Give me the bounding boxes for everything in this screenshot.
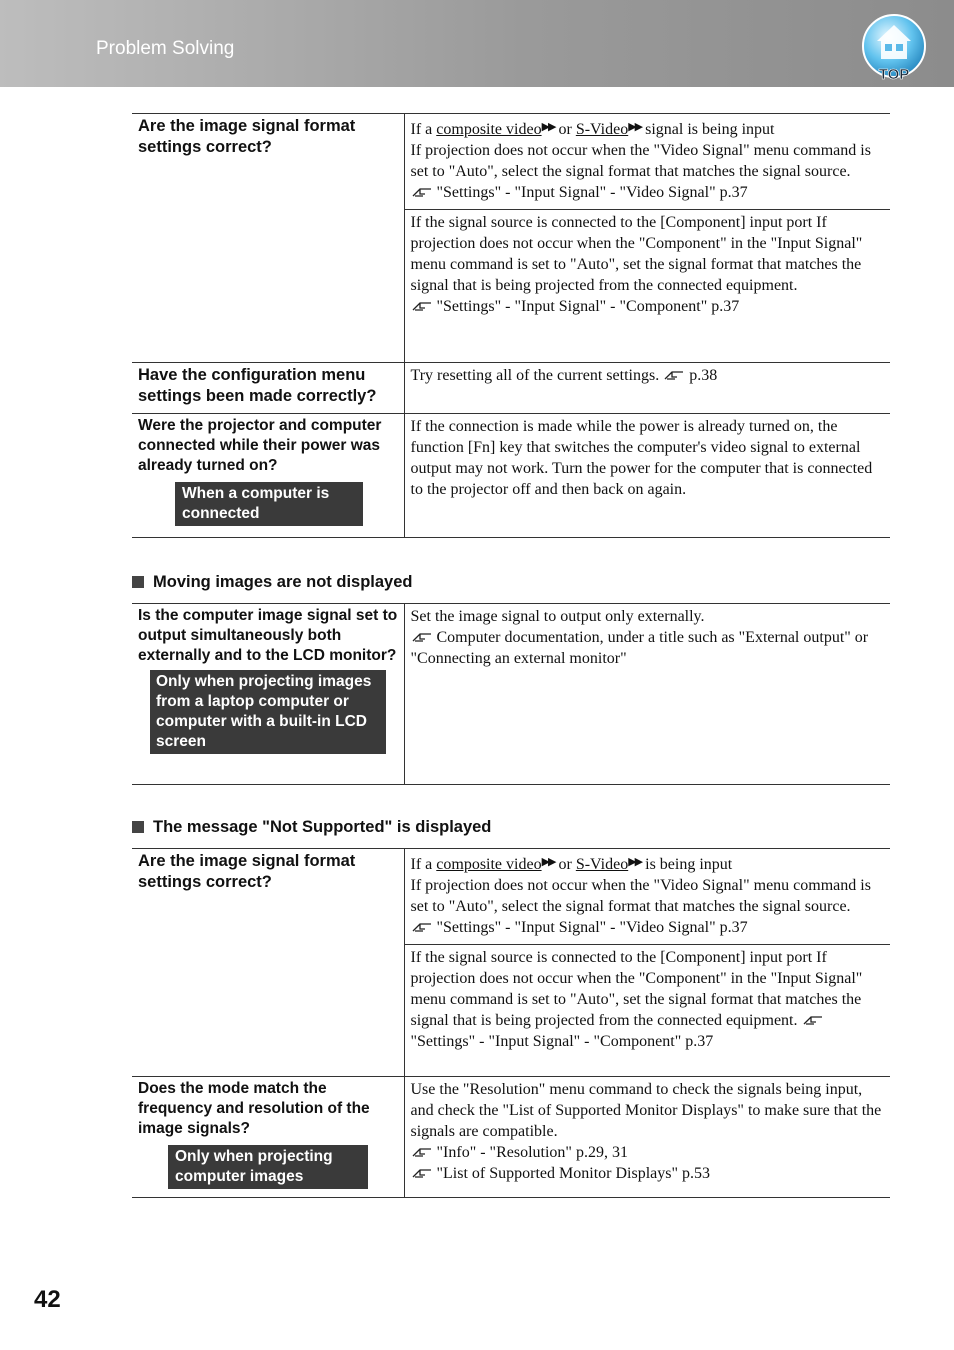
answer-block	[405, 944, 891, 1052]
question-text: Is the computer image signal set to output simultaneously both externally and to the LCD monitor?	[138, 607, 398, 664]
pointing-hand-icon	[411, 1166, 433, 1180]
top-button[interactable]	[861, 13, 927, 83]
glossary-link-s-video[interactable]: S-Video	[575, 856, 629, 873]
answer-text: If projection does not occur when the "Video Signal" menu command is set to "Auto", select the signal format that matches the signal source.	[410, 142, 871, 180]
pointing-hand-icon	[411, 185, 433, 199]
answer-text: is being input	[645, 856, 733, 873]
reference-text: "Settings" - "Input Signal" - "Component" p.37	[410, 1033, 714, 1050]
table-row	[132, 114, 890, 363]
reference-text: p.38	[689, 367, 718, 384]
answer-cell	[404, 114, 890, 363]
answer-text: or	[558, 856, 572, 873]
answer-block	[411, 851, 885, 938]
question-cell	[132, 1077, 404, 1198]
question-text: Are the image signal format settings correct?	[138, 117, 356, 156]
question-cell	[132, 114, 404, 363]
reference-text: "Settings" - "Input Signal" - "Video Signal" p.37	[436, 184, 748, 201]
reference-text: Computer documentation, under a title such as "External output" or "Connecting an external monitor"	[410, 629, 869, 667]
answer-block	[405, 209, 891, 317]
answer-text: If the signal source is connected to the [Component] input port If projection does not occur when the "Component" in the "Input Signal" menu command is set to "Auto", set the signal format that matches the signal that is being projected from the connected equipment.	[410, 214, 863, 294]
answer-text: or	[558, 121, 572, 138]
question-cell	[132, 849, 404, 1077]
reference-text: "Settings" - "Input Signal" - "Component" p.37	[436, 298, 740, 315]
pointing-hand-icon	[411, 299, 433, 313]
troubleshooting-table-3	[132, 848, 890, 1198]
troubleshooting-table-2	[132, 603, 890, 785]
table-row	[132, 604, 890, 785]
answer-cell	[404, 1077, 890, 1198]
answer-cell	[404, 604, 890, 785]
table-row	[132, 414, 890, 538]
table-row	[132, 849, 890, 1077]
answer-text: If a	[410, 856, 433, 873]
question-text: Were the projector and computer connected while their power was already turned on?	[138, 417, 382, 474]
top-label: TOP	[878, 66, 910, 83]
reference-text: "Settings" - "Input Signal" - "Video Signal" p.37	[436, 919, 748, 936]
answer-text: signal is being input	[645, 121, 775, 138]
answer-cell	[404, 363, 890, 414]
condition-badge: When a computer is connected	[175, 482, 363, 526]
page-number: 42	[34, 1286, 61, 1313]
question-cell	[132, 363, 404, 414]
double-arrow-icon: ▶▶	[541, 120, 555, 133]
answer-text: If a	[410, 121, 433, 138]
answer-cell	[404, 849, 890, 1077]
answer-cell	[404, 414, 890, 538]
heading-text: Moving images are not displayed	[153, 573, 413, 591]
condition-badge: Only when projecting images from a laptop computer or computer with a built-in LCD screen	[150, 670, 386, 754]
heading-text: The message "Not Supported" is displayed	[153, 818, 492, 836]
pointing-hand-icon	[411, 630, 433, 644]
answer-text: Set the image signal to output only externally.	[410, 608, 705, 625]
double-arrow-icon: ▶▶	[628, 120, 642, 133]
question-text: Have the configuration menu settings been made correctly?	[138, 366, 377, 405]
question-cell	[132, 604, 404, 785]
pointing-hand-icon	[802, 1013, 824, 1027]
section-heading	[132, 573, 412, 592]
table-row	[132, 363, 890, 414]
page-header	[0, 0, 954, 87]
pointing-hand-icon	[663, 368, 685, 382]
question-cell	[132, 414, 404, 538]
answer-text: Use the "Resolution" menu command to check the signals being input, and check the "List of Supported Monitor Displays" to make sure that the signals are compatible.	[410, 1081, 882, 1140]
double-arrow-icon: ▶▶	[628, 855, 642, 868]
question-text: Does the mode match the frequency and resolution of the image signals?	[138, 1080, 370, 1137]
troubleshooting-table-1	[132, 113, 890, 538]
section-title: Problem Solving	[96, 38, 235, 59]
glossary-link-composite-video[interactable]: composite video	[436, 121, 542, 138]
question-text: Are the image signal format settings correct?	[138, 852, 356, 891]
answer-text: If the signal source is connected to the [Component] input port If projection does not occur when the "Component" in the "Input Signal" menu command is set to "Auto", set the signal format that matches the signal that is being projected from the connected equipment.	[410, 949, 863, 1029]
condition-badge: Only when projecting computer images	[168, 1145, 368, 1189]
answer-text: If projection does not occur when the "Video Signal" menu command is set to "Auto", select the signal format that matches the signal source.	[410, 877, 871, 915]
reference-text: "List of Supported Monitor Displays" p.53	[436, 1165, 710, 1182]
table-row	[132, 1077, 890, 1198]
glossary-link-composite-video[interactable]: composite video	[436, 856, 542, 873]
house-icon	[861, 13, 927, 83]
square-bullet-icon	[132, 821, 144, 833]
glossary-link-s-video[interactable]: S-Video	[575, 121, 629, 138]
section-heading	[132, 818, 491, 837]
answer-block	[411, 116, 885, 203]
answer-text: If the connection is made while the power is already turned on, the function [Fn] key that switches the computer's video signal to external output may not work. Turn the power for the computer that is connected to the projector off and then back on again.	[410, 418, 873, 498]
square-bullet-icon	[132, 576, 144, 588]
reference-text: "Info" - "Resolution" p.29, 31	[436, 1144, 628, 1161]
pointing-hand-icon	[411, 1145, 433, 1159]
double-arrow-icon: ▶▶	[541, 855, 555, 868]
pointing-hand-icon	[411, 920, 433, 934]
answer-text: Try resetting all of the current settings.	[410, 367, 660, 384]
